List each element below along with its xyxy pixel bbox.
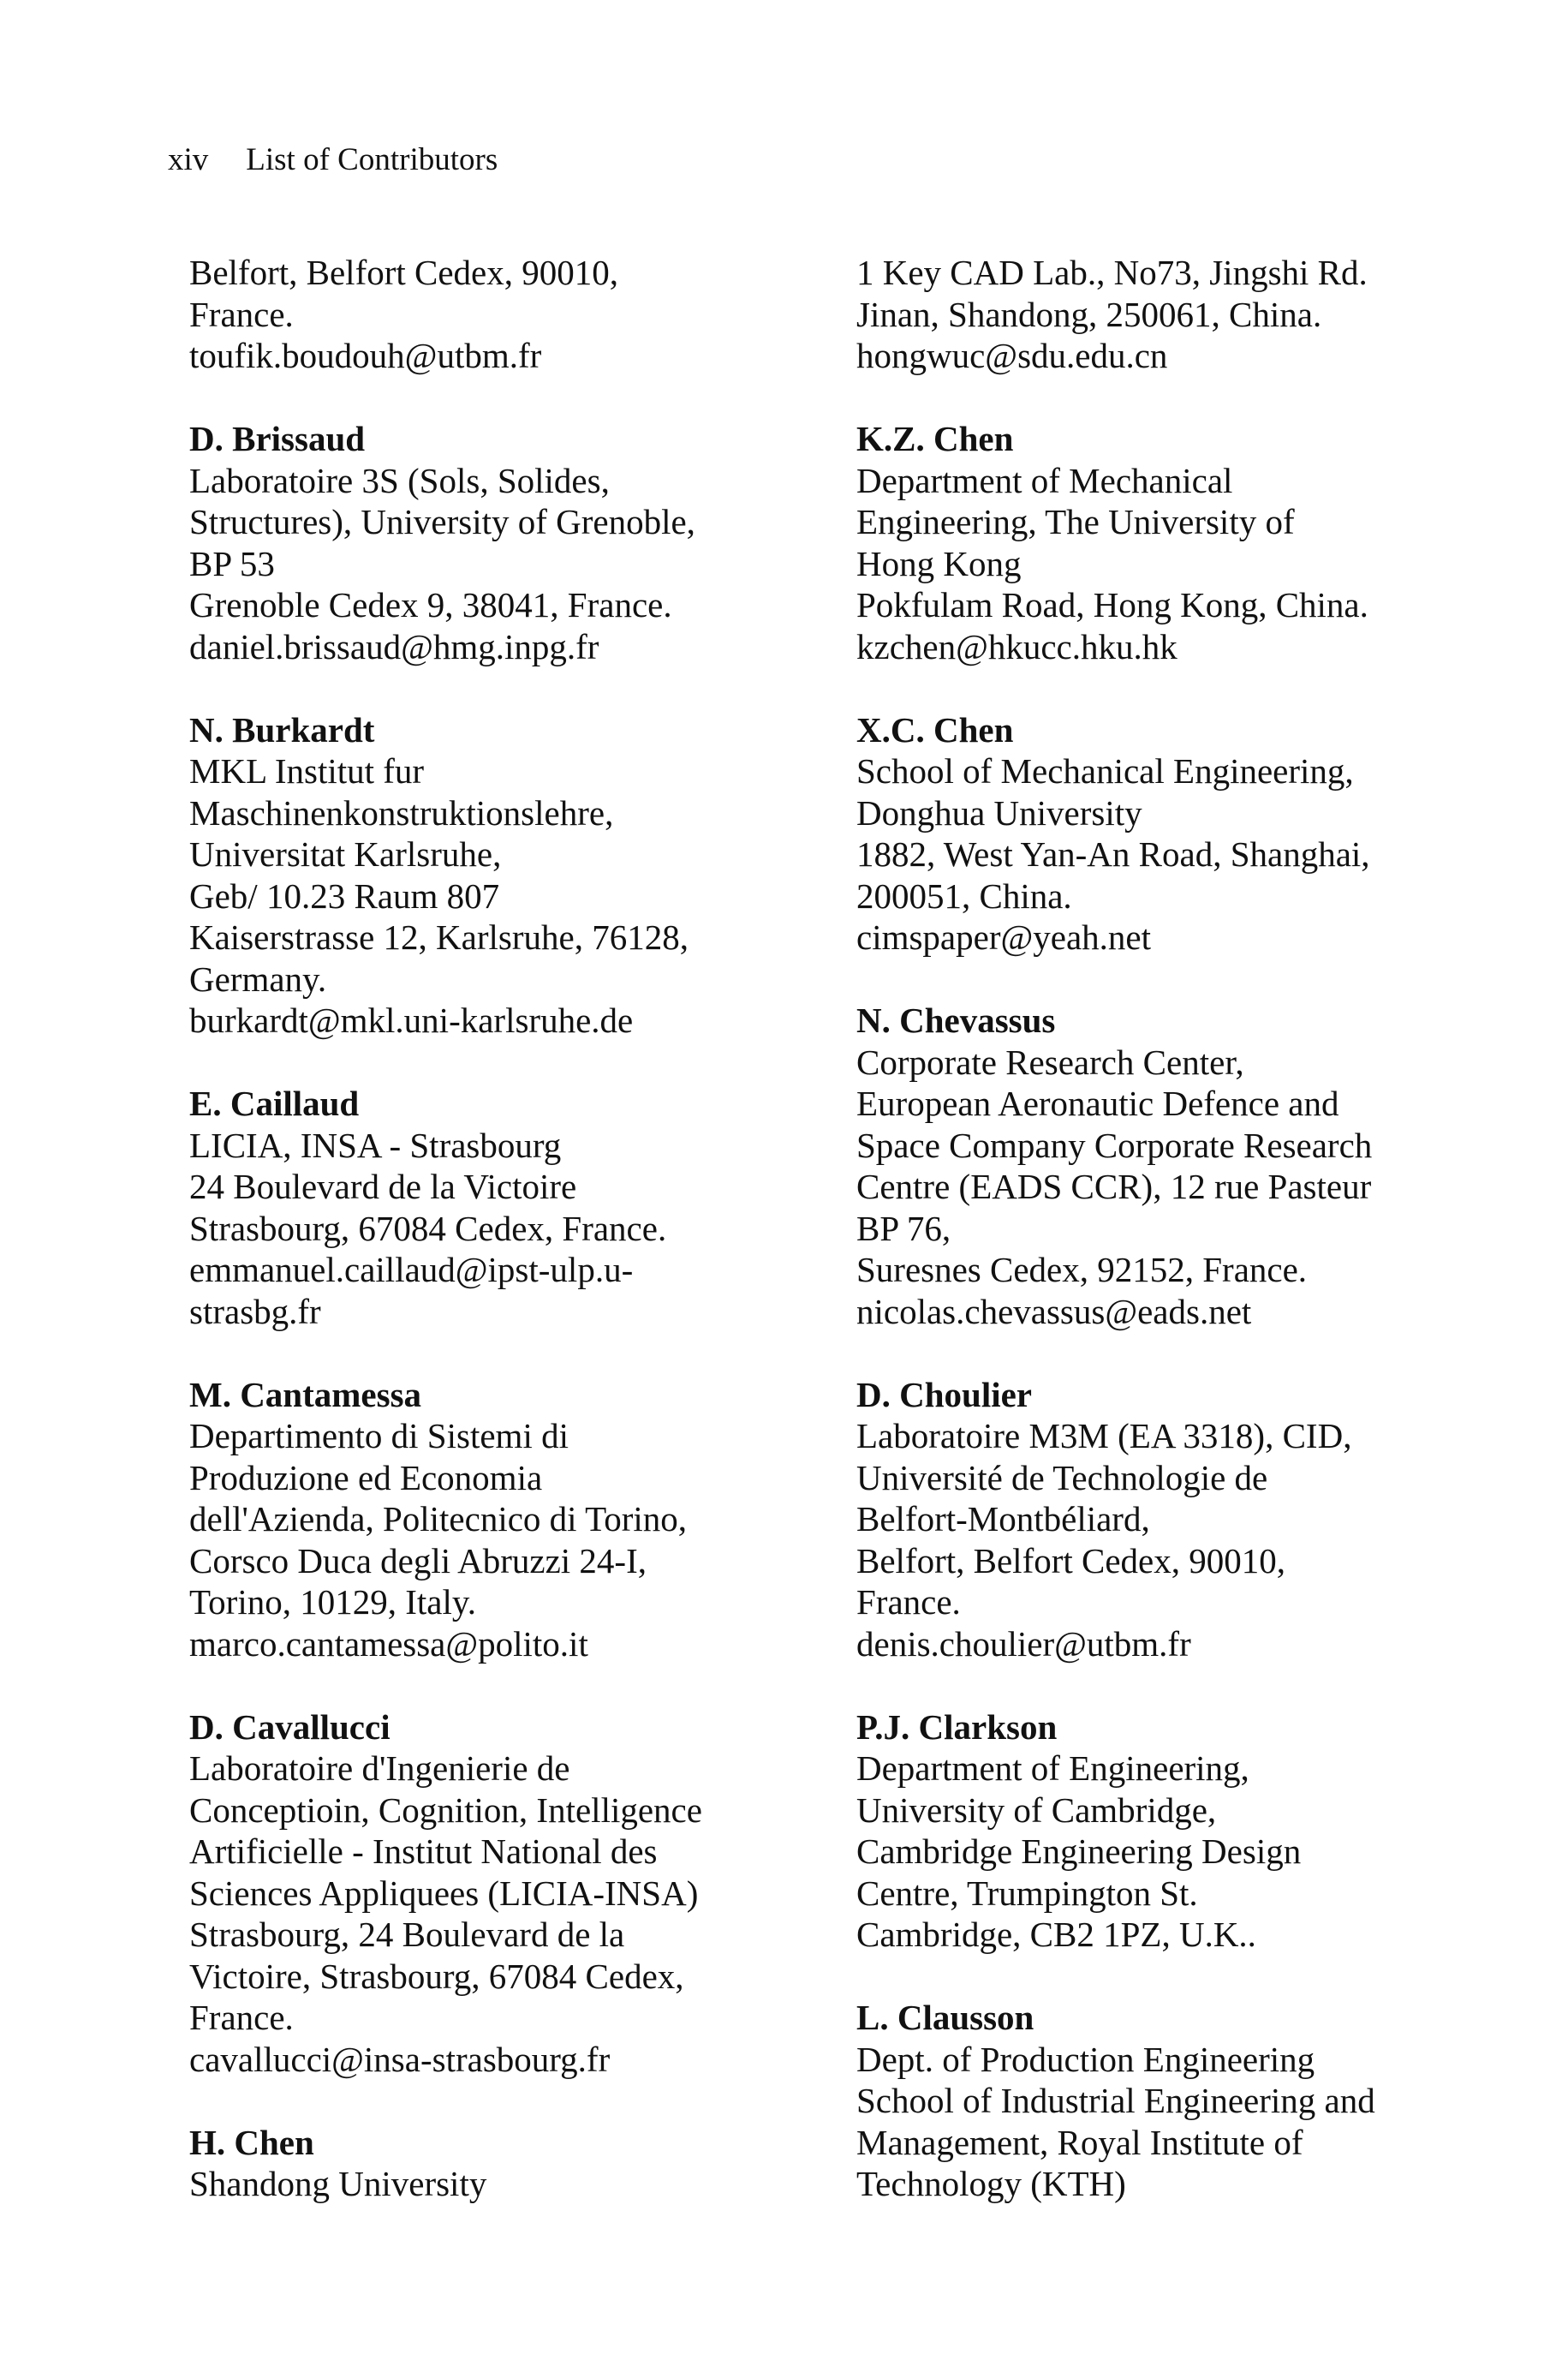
address-line: Centre (EADS CCR), 12 rue Pasteur [856,1167,1372,1206]
contributor-entry [856,1997,1507,2205]
contributor-name: H. Chen [189,2122,314,2162]
address-line: Belfort, Belfort Cedex, 90010, [856,1540,1286,1580]
address-line: Departimento di Sistemi di [189,1416,569,1455]
address-line: Corporate Research Center, [856,1042,1244,1082]
address-line: Belfort, Belfort Cedex, 90010, [189,253,619,292]
address-line: Artificielle - Institut National des [189,1831,658,1871]
contributor-name: N. Burkardt [189,709,375,750]
address-line: Department of Mechanical [856,460,1233,500]
address-line: 24 Boulevard de la Victoire [189,1167,577,1206]
address-line: Cambridge Engineering Design [856,1831,1302,1871]
address-line: Department of Engineering, [856,1748,1249,1788]
contributor-email: cimspaper@yeah.net [856,917,1151,957]
contributor-name: L. Clausson [856,1998,1034,2037]
left-column [189,252,789,2246]
contributor-email: marco.cantamessa@polito.it [189,1623,588,1664]
contributor-name: D. Cavallucci [189,1706,391,1747]
address-line: Germany. [189,959,327,999]
address-line: Université de Technologie de [856,1457,1268,1497]
address-line: MKL Institut fur [189,751,425,791]
contributor-email: kzchen@hkucc.hku.hk [856,626,1177,666]
address-line: Pokfulam Road, Hong Kong, China. [856,585,1368,624]
contributor-email: hongwuc@sdu.edu.cn [856,336,1168,375]
running-header [168,140,498,181]
address-line: LICIA, INSA - Strasbourg [189,1125,562,1165]
page-number: xiv [168,142,209,177]
contributor-entry [856,252,1507,377]
running-title: List of Contributors [246,142,498,177]
address-line: School of Mechanical Engineering, [856,751,1354,791]
contributor-email: cavallucci@insa-strasbourg.fr [189,2039,611,2079]
contributor-email: toufik.boudouh@utbm.fr [189,336,542,375]
contributor-name: D. Choulier [856,1374,1032,1414]
contributor-name: P.J. Clarkson [856,1706,1058,1747]
contributor-entry [856,418,1507,667]
address-line: European Aeronautic Defence and [856,1084,1339,1123]
address-line: Laboratoire d'Ingenierie de [189,1748,570,1788]
contributor-entry [189,418,789,667]
contributor-email: emmanuel.caillaud@ipst-ulp.u- [189,1250,634,1289]
contributor-entry [189,2122,789,2205]
address-line: Hong Kong [856,543,1022,583]
address-line: Technology (KTH) [856,2164,1126,2203]
address-line: strasbg.fr [189,1291,321,1331]
contributor-entry [189,1083,789,1332]
contributor-entry [856,1374,1507,1665]
contributor-entry [189,709,789,1042]
address-line: Cambridge, CB2 1PZ, U.K.. [856,1915,1256,1954]
address-line: Sciences Appliquees (LICIA-INSA) [189,1873,699,1913]
contributor-name: K.Z. Chen [856,419,1014,458]
address-line: dell'Azienda, Politecnico di Torino, [189,1499,688,1539]
contributor-name: X.C. Chen [856,709,1014,750]
contributor-entry [856,709,1507,959]
address-line: Belfort-Montbéliard, [856,1499,1150,1539]
address-line: France. [189,1998,294,2037]
contributor-entry [856,1000,1507,1332]
address-line: BP 53 [189,543,275,583]
address-line: Shandong University [189,2164,487,2203]
address-line: Laboratoire 3S (Sols, Solides, [189,460,610,500]
contributor-entry [189,1706,789,2081]
contributor-email: daniel.brissaud@hmg.inpg.fr [189,626,599,666]
contributor-email: nicolas.chevassus@eads.net [856,1291,1252,1331]
address-line: Dept. of Production Engineering [856,2039,1315,2079]
address-line: Space Company Corporate Research [856,1125,1373,1165]
address-line: Donghua University [856,792,1142,833]
address-line: Strasbourg, 24 Boulevard de la [189,1915,625,1954]
address-line: Victoire, Strasbourg, 67084 Cedex, [189,1956,684,1996]
contributor-entry [189,252,789,377]
address-line: Corsco Duca degli Abruzzi 24-I, [189,1540,647,1580]
address-line: 200051, China. [856,875,1072,916]
address-line: Strasbourg, 67084 Cedex, France. [189,1208,667,1248]
contributor-name: D. Brissaud [189,419,366,458]
contributor-email: burkardt@mkl.uni-karlsruhe.de [189,1001,634,1040]
address-line: Conceptioin, Cognition, Intelligence [189,1789,702,1830]
address-line: France. [189,294,294,334]
address-line: University of Cambridge, [856,1789,1217,1830]
address-line: Torino, 10129, Italy. [189,1582,476,1622]
address-line: Geb/ 10.23 Raum 807 [189,875,500,916]
address-line: Engineering, The University of [856,502,1295,541]
address-line: School of Industrial Engineering and [856,2081,1375,2120]
address-line: Jinan, Shandong, 250061, China. [856,294,1322,334]
address-line: Structures), University of Grenoble, [189,502,695,541]
address-line: Grenoble Cedex 9, 38041, France. [189,585,672,624]
address-line: Produzione ed Economia [189,1457,543,1497]
address-line: 1882, West Yan-An Road, Shanghai, [856,834,1370,874]
address-line: Centre, Trumpington St. [856,1873,1198,1913]
address-line: Management, Royal Institute of [856,2122,1303,2162]
right-column [856,252,1507,2246]
address-line: BP 76, [856,1208,951,1248]
address-line: 1 Key CAD Lab., No73, Jingshi Rd. [856,253,1368,292]
contributor-name: M. Cantamessa [189,1374,422,1414]
contributor-name: E. Caillaud [189,1084,360,1123]
contributor-name: N. Chevassus [856,1001,1056,1040]
address-line: Suresnes Cedex, 92152, France. [856,1250,1308,1289]
address-line: Laboratoire M3M (EA 3318), CID, [856,1416,1352,1455]
contributor-entry [189,1374,789,1665]
contributor-email: denis.choulier@utbm.fr [856,1623,1191,1664]
address-line: Maschinenkonstruktionslehre, [189,792,614,833]
address-line: Kaiserstrasse 12, Karlsruhe, 76128, [189,917,689,957]
address-line: Universitat Karlsruhe, [189,834,502,874]
contributor-entry [856,1706,1507,1956]
address-line: France. [856,1582,961,1622]
